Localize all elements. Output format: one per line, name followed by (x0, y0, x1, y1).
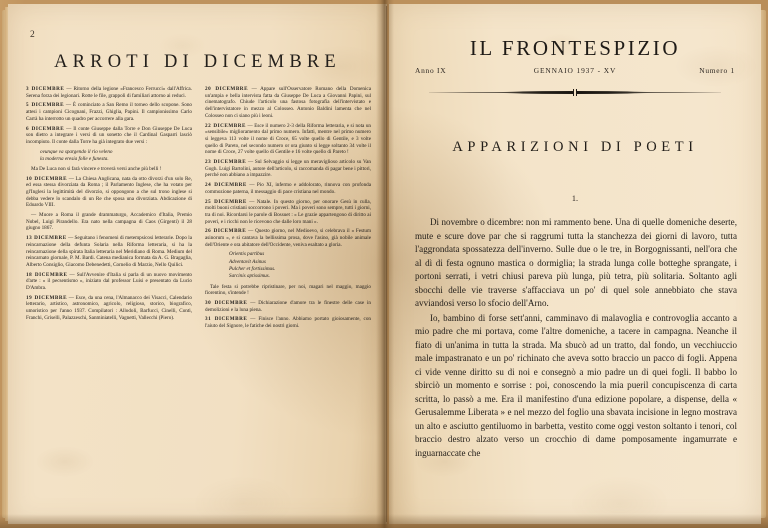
chronicle-entry-date: 24 DICEMBRE (205, 182, 247, 189)
chronicle-entry (26, 235, 192, 269)
chronicle-entry-text: — Questo giorno, nel Medioevo, si celebrava il « Festum asinorum », e si cantava la bellissima prosa, dove l'asino, già nobile animale dell'Oriente e ora abitatore dell'Occidente, veniva esaltato a gloria. (205, 228, 371, 248)
chronicle-entry-date: 25 DICEMBRE (205, 198, 247, 205)
right-page (389, 4, 761, 524)
chronicle-entry-text: — Pio XI, infermo e addolorato, rinnova con profonda commozione paterna, il messaggio di pace cristiana nel mondo. (205, 182, 371, 195)
chronicle-entry (26, 102, 192, 122)
chronicle-entry (205, 182, 371, 195)
chronicle-entry-date: 30 DICEMBRE (205, 299, 248, 306)
issue-date: GENNAIO 1937 - XV (533, 66, 617, 75)
chronicle-entry-text: Ma De Luca non si farà vincere e troverà versi anche più belli ! (31, 165, 162, 172)
issue-info-line (415, 66, 735, 75)
chronicle-entry-text: — Sul Selvaggio si legge un meraviglioso articolo su Van Gogh. Luigi Bartolini, autore dell'articolo, si raccomanda di pagar bene i pittori, perché non abbiano a impazzire. (205, 159, 371, 179)
chronicle-entry-date: 10 DICEMBRE (26, 175, 68, 182)
article-section-number: 1. (571, 194, 579, 203)
chronicle-entry-date: 18 DICEMBRE (26, 271, 68, 278)
decorative-rule-ornament (429, 89, 721, 96)
chronicle-entry (205, 199, 371, 226)
chronicle-entry-date: 22 DICEMBRE (205, 122, 246, 129)
article-title: APPARIZIONI DI POETI (452, 139, 698, 155)
page-title: ARROTI DI DICEMBRE (54, 52, 341, 72)
chronicle-entry-text: — Sull'Avvenire d'Italia si parla di un nuovo movimento d'arte : « il pecsentismo », iniziato dal professor Luisi e presentato da Lucio D'Ambra. (26, 271, 192, 292)
book-spine-line (386, 6, 387, 522)
chronicle-entry (26, 212, 192, 232)
chronicle-entry-text: — Esce il numero 2-3 della Riforma letteraria, e si nota un «sensibile» miglioramento dal primo numero. Infatti, mentre nel primo numero si leggeva 113 volte il nome di Croce, 65 volte quello di Gentile, e 3 volte quello di Pareto, nel secondo numero or ora giunto si legge soltanto 34 volte il nome di Croce, 27 volte quello di Gentile e 16 volte quello di Pareto ! (205, 122, 371, 156)
chronicle-entry (26, 176, 192, 210)
magazine-masthead: IL FRONTESPIZIO (469, 36, 681, 60)
chronicle-entry (26, 86, 192, 99)
chronicle-entry (205, 316, 371, 329)
chronicle-entry-text: — Ritorno della legione «Francesco Ferrucci» dall'Affrica. Serena forza dei legionari. Rotte le file, grappoli di familiari attorno ai reduci. (26, 86, 192, 99)
chronicle-entry-text: — Finisce l'anno. Abbiamo portato gioiosamente, con l'aiuto del Signore, le fatiche dei nostri giorni. (205, 316, 371, 330)
chronicle-entry (26, 295, 192, 322)
chronicle-entry-text: — Appare sull'Osservatore Romano della Domenica un'ampia e bella intervista fatta da Giuseppe De Luca a Giovanni Papini, sul cinematografo. Chiude l'articolo una fastosa fotografia dell'intervistato e dell'intervistatore in mezzo al Colosseo. Antonio Baldini lamenta che nel Colosseo non ci siano più i leoni. (205, 86, 371, 119)
chronicle-entries-columns (26, 86, 371, 330)
chronicle-entry (26, 126, 192, 146)
chronicle-entry-text: — Natale. In questo giorno, per onorare Gesù in culla, molti buoni cristiani soccorrono i poveri. Ma i poveri sono sempre, tutti i giorni, tra di noi. Ricordarsi le parole di Bossuet : « Le grazie appartengono di diritto ai poveri, e i ricchi non le ricevono che dalle loro mani ». (205, 198, 371, 225)
left-page (8, 4, 387, 524)
chronicle-entry-date: 6 DICEMBRE (26, 125, 65, 132)
page-number-folio: 2 (30, 30, 36, 40)
chronicle-entry-date: 23 DICEMBRE (205, 159, 247, 166)
chronicle-entry-text: — La Chiesa Anglicana, nata da otto divorzi d'un solo Re, ed essa stessa divorziata da Roma ; il Parlamento Inglese, che ha votato per gl'Inglesi la legittimità del divorzio, si oppongono a che sul trono inglese si debba vedere lo scandalo di un Re che sposa una divorziata. Abdicazione di Edoardo VIII. (26, 175, 192, 209)
chronicle-entry-date: 31 DICEMBRE (205, 316, 248, 323)
chronicle-latin-hymn: Orientis partibus Adventavit Asinus Pulcher et fortissimus. Sarcinis aptissimus. (229, 251, 276, 280)
chronicle-entry (205, 284, 371, 297)
article-paragraph: Io, bambino di forse sett'anni, camminavo di malavoglia e controvoglia accanto a mio padre che mi portava, come l'altre domeniche, a tacere in campagna. Neanche il fiato di un'anima in tutta la strada. Ma sbucò ad un tratto, dal fondo, un vecchiuccio male impastranato e un po' richinato che aveva sotto braccio un pacco di fogli. Appena ci vide venne diritto su di noi e consegnò a mio padre un di quei fogli. Il babbo lo sbirciò un momento e sorrise : poi, conoscendo la mia pueril concupiscenza di carta scritta, lo passò a me. Era il manifestino d'una edizione popolare, a dispense, della « Gerusalemme Liberata » e nel mezzo del foglio una sbavata incisione in legno mostrava un alto e asciutto gentiluomo in barbetta, vestito come oggi veston soltanto i tenori, col braccio destro alzato verso un crocchio di dame pomposamente ingamurrate e inguarnaccate che (415, 312, 737, 458)
chronicle-entry-text: — Dichiarazione d'amore tra le finestre delle case in demolizioni e la luna piena. (205, 299, 371, 313)
chronicle-entry (205, 300, 371, 313)
chronicle-entry-text: — Seguitano i fenomeni di metempsicosi letterarie. Dopo la reincarnazione della defunta Solaria nella Riforma letteraria, si ha la reincarnazione della spirata Italia letteraria nel Meridiano di Roma. Medium del reincarnato giornale, P. M. Bardi. Catena medianica formata da A. G. Bragaglia, Alberto Consiglio, Giacomo Debenedetti, Cornelio di Marzio, Nello Quilici. (26, 235, 192, 268)
chronicle-verse: ovunque va spargendo il rio veleno la moderna eresia folle e funesta. (40, 148, 113, 162)
chronicle-entry (205, 228, 371, 248)
chronicle-entry-date: 13 DICEMBRE (26, 235, 67, 242)
chronicle-entry-text: — Il conte Giuseppe dalla Torre e Don Giuseppe De Luca son dietro a integrare i versi di un sonetto che il Cardinal Gasparri lasciò incompiuto. Il conte dalla Torre ha già integrato due versi : (26, 125, 192, 145)
article-paragraph: Di novembre o dicembre: non mi rammento bene. Una di quelle domeniche deserte, mute e scure dove par che si raggrumi tutta la stanchezza dei giorni di lavoro, tutta l'aggrondata spossatezza dell'inverno. Sulle due o le tre, in Borgognissanti, nell'ora che al dì di festa ognuno mastica o dormiglia; la strada lunga colle botteghe sprangate, i portoni serrati, i vetri chiusi pareva più lunga, più tetra, più solitaria. Soltanto agli sbocchi delle vie traverse s'affacciava un po' di quel sole annebbiato che stava avviandosi verso lo sfocio dell'Arno. (415, 217, 737, 309)
chronicle-entry (205, 123, 371, 157)
chronicle-entry-text: Tale festa si potrebbe ripristinare, per noi, magari nel maggio, maggio fiorentino, s'intende ! (205, 283, 371, 297)
chronicle-entry-date: 26 DICEMBRE (205, 228, 247, 235)
chronicle-entry-date: 19 DICEMBRE (26, 294, 68, 301)
chronicle-entry-text: — Muore a Roma il grande drammaturgo, Accademico d'Italia, Premio Nobel, Luigi Pirandello. Era nato nella campagna di Caos (Girgenti) il 28 giugno 1867. (26, 212, 192, 232)
chronicle-entry (205, 86, 371, 120)
chronicle-entry (205, 159, 371, 179)
rule-center-pip-gap (574, 89, 575, 96)
chronicle-entry-date: 5 DICEMBRE (26, 102, 65, 109)
chronicle-entry (26, 166, 192, 173)
chronicle-entry-text: — Esce, da una cena, l'Almanacco dei Visacci, Calendario letterario, artistico, astronomico, agricolo, religioso, storico, biografico, umoristico per l'anno 1937. Compilatori : Allodoli, Barfucci, Cinelli, Conti, Franchi, Griselli, Palazzeschi, Sanminiatelli, Vagnetti, Vallecchi (Piero). (26, 294, 192, 321)
chronicle-entry (26, 272, 192, 292)
issue-number: Numero 1 (699, 66, 735, 75)
article-body (415, 216, 737, 460)
chronicle-entry-date: 3 DICEMBRE (26, 86, 65, 92)
issue-year: Anno IX (415, 66, 447, 75)
chronicle-entry-text: — È cominciato a San Remo il torneo dello scopone. Sono attesi i campioni Cicognani, Frazzi, Ghiglia, Papini. Il campionissimo Carlo Carrà ha interrotto un quadro per accorrere alla gara. (26, 102, 192, 122)
chronicle-entry-date: 20 DICEMBRE (205, 86, 249, 92)
